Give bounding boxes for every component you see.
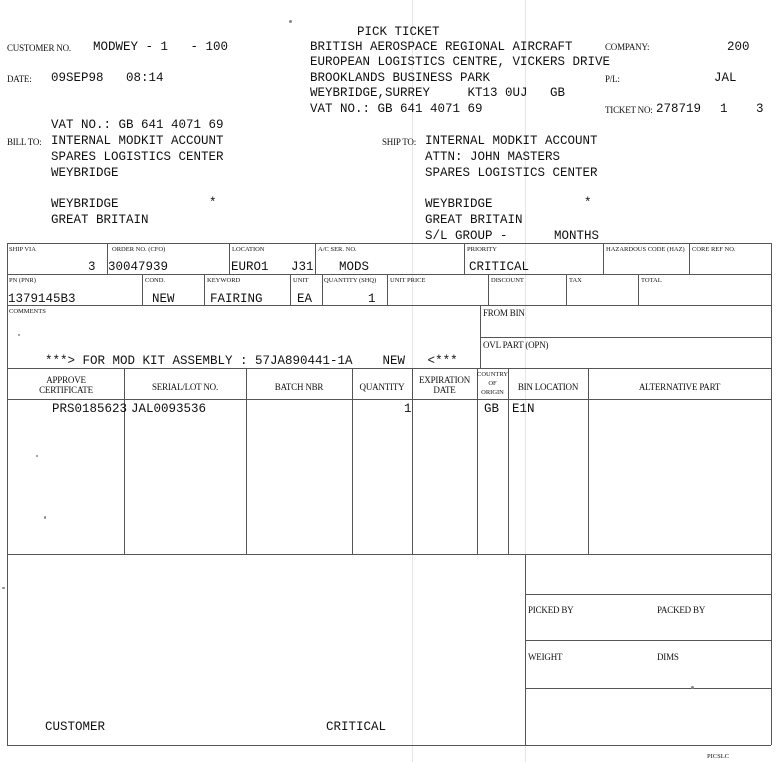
bill-to-line: INTERNAL MODKIT ACCOUNT — [51, 134, 224, 148]
bin-location-header: BIN LOCATION — [517, 382, 579, 392]
ship-to-line: SPARES LOGISTICS CENTER — [425, 166, 598, 180]
quantity-value: 1 — [404, 402, 412, 416]
row2-divider — [290, 274, 291, 305]
row2-top-rule — [7, 274, 771, 275]
customer-no-label: CUSTOMER NO. — [7, 43, 71, 53]
row2-divider — [142, 274, 143, 305]
row2-divider — [322, 274, 323, 305]
approve-certificate-header: APPROVE CERTIFICATE — [39, 375, 93, 395]
serial-lot-header: SERIAL/LOT NO. — [151, 382, 219, 392]
serial-lot-value: JAL0093536 — [131, 402, 207, 416]
row1-divider — [689, 243, 690, 274]
comments-top-rule — [7, 305, 771, 306]
address-line: EUROPEAN LOGISTICS CENTRE, VICKERS DRIVE — [310, 55, 611, 69]
from-bin-label: FROM BIN — [483, 308, 525, 318]
ac-ser-label: A/C SER. NO. — [318, 246, 357, 253]
ship-to-country: GREAT BRITAIN — [425, 213, 523, 227]
date-value: 09SEP98 08:14 — [51, 71, 164, 85]
core-ref-label: CORE REF NO. — [692, 246, 736, 253]
address-line: WEYBRIDGE,SURREY KT13 0UJ GB — [310, 86, 566, 100]
pn-label: PN (PNR) — [9, 277, 36, 284]
customer-copy-label: CUSTOMER — [45, 720, 106, 734]
left-border — [7, 243, 8, 745]
form-bottom-rule — [7, 745, 771, 746]
detail-col-divider — [352, 368, 353, 554]
comments-label: COMMENTS — [9, 308, 46, 315]
address-line: VAT NO.: GB 641 4071 69 — [310, 102, 483, 116]
row1-divider — [464, 243, 465, 274]
priority-label: PRIORITY — [467, 246, 497, 253]
country-value: GB — [484, 402, 500, 416]
ship-to-line: INTERNAL MODKIT ACCOUNT — [425, 134, 598, 148]
sl-months: MONTHS — [554, 229, 600, 243]
expiration-date-header: EXPIRATION DATE — [419, 375, 470, 395]
ship-to-label: SHIP TO: — [382, 137, 416, 147]
ticket-seq: 1 — [720, 102, 728, 116]
row1-top-rule — [7, 243, 771, 244]
tax-label: TAX — [569, 277, 582, 284]
row2-divider — [488, 274, 489, 305]
keyword-label: KEYWORD — [207, 277, 241, 284]
sl-group: S/L GROUP - — [425, 229, 508, 243]
cond-label: COND. — [145, 277, 166, 284]
alternative-part-header: ALTERNATIVE PART — [638, 382, 721, 392]
weight-rule — [525, 640, 771, 641]
ac-ser-value: MODS — [339, 260, 370, 274]
bill-to-label: BILL TO: — [7, 137, 42, 147]
form-code: PICSLC — [707, 753, 730, 760]
row1-divider — [229, 243, 230, 274]
quantity-shq-value: 1 — [368, 292, 376, 306]
scan-speck — [18, 334, 20, 336]
critical-label: CRITICAL — [326, 720, 387, 734]
address-line: BRITISH AEROSPACE REGIONAL AIRCRAFT — [310, 40, 573, 54]
ship-to-star: * — [584, 196, 592, 210]
ship-to-line: ATTN: JOHN MASTERS — [425, 150, 561, 164]
dims-rule — [525, 688, 771, 689]
picked-by-label: PICKED BY — [528, 605, 574, 615]
pl-value: JAL — [714, 71, 737, 85]
detail-bottom-rule — [7, 554, 771, 555]
unit-price-label: UNIT PRICE — [390, 277, 426, 284]
detail-body-rule — [7, 399, 771, 400]
priority-value: CRITICAL — [469, 260, 530, 274]
detail-col-divider — [412, 368, 413, 554]
ship-via-label: SHIP VIA — [9, 246, 36, 253]
scan-speck — [44, 516, 46, 519]
bill-to-country: GREAT BRITAIN — [51, 213, 149, 227]
page-title: PICK TICKET — [357, 25, 440, 39]
detail-col-divider — [124, 368, 125, 554]
company-label: COMPANY: — [605, 42, 650, 52]
company-value: 200 — [727, 40, 750, 54]
quantity-shq-label: QUANTITY (SHQ) — [324, 277, 377, 284]
pn-value: 1379145B3 — [8, 292, 76, 306]
customer-no-value: MODWEY - 1 - 100 — [93, 40, 229, 54]
bill-to-star: * — [209, 196, 217, 210]
scan-speck — [36, 455, 38, 457]
unit-label: UNIT — [293, 277, 309, 284]
comments-divider — [480, 305, 481, 368]
total-label: TOTAL — [641, 277, 662, 284]
order-no-label: ORDER NO. (CFO) — [112, 246, 166, 253]
discount-label: DISCOUNT — [491, 277, 524, 284]
comments-text: ***> FOR MOD KIT ASSEMBLY : 57JA890441-1A NEW <*** — [45, 354, 458, 368]
location-label: LOCATION — [232, 246, 265, 253]
ship-to-city: WEYBRIDGE — [425, 197, 493, 211]
footer-divider — [525, 554, 526, 745]
cond-value: NEW — [152, 292, 175, 306]
right-border — [771, 243, 772, 745]
ovl-part-label: OVL PART (OPN) — [483, 340, 549, 350]
detail-col-divider — [246, 368, 247, 554]
address-line: BROOKLANDS BUSINESS PARK — [310, 71, 491, 85]
detail-col-divider — [508, 368, 509, 554]
row2-divider — [566, 274, 567, 305]
bill-to-vat: VAT NO.: GB 641 4071 69 — [51, 118, 224, 132]
country-of-origin-header: COUNTRY OF ORIGIN — [477, 371, 509, 396]
row2-divider — [204, 274, 205, 305]
picked-rule — [525, 594, 771, 595]
bin-location-value: E1N — [512, 402, 535, 416]
bill-to-city: WEYBRIDGE — [51, 197, 119, 211]
ship-via-value: 3 — [88, 260, 96, 274]
bill-to-line: WEYBRIDGE — [51, 166, 119, 180]
batch-nbr-header: BATCH NBR — [274, 382, 324, 392]
scan-speck — [2, 587, 5, 589]
date-label: DATE: — [7, 74, 32, 84]
ticket-no-value: 278719 — [656, 102, 702, 116]
pl-label: P/L: — [605, 74, 620, 84]
scan-speck — [691, 686, 694, 689]
row2-divider — [638, 274, 639, 305]
hazardous-code-label: HAZARDOUS CODE (HAZ) — [606, 246, 685, 253]
detail-col-divider — [588, 368, 589, 554]
row2-divider — [387, 274, 388, 305]
detail-header-rule — [7, 368, 771, 369]
location-value: EURO1 J31 — [231, 260, 314, 274]
bill-to-line: SPARES LOGISTICS CENTER — [51, 150, 224, 164]
dims-label: DIMS — [657, 652, 679, 662]
weight-label: WEIGHT — [528, 652, 563, 662]
order-no-value: 30047939 — [108, 260, 169, 274]
quantity-header: QUANTITY — [359, 382, 405, 392]
scan-speck — [289, 20, 292, 23]
row1-divider — [603, 243, 604, 274]
unit-value: EA — [297, 292, 313, 306]
approve-certificate-value: PRS0185623 — [52, 402, 128, 416]
from-bin-rule — [480, 337, 771, 338]
ticket-no-label: TICKET NO: — [605, 105, 653, 115]
ticket-seq-total: 3 — [756, 102, 764, 116]
row1-divider — [315, 243, 316, 274]
packed-by-label: PACKED BY — [657, 605, 706, 615]
keyword-value: FAIRING — [210, 292, 263, 306]
